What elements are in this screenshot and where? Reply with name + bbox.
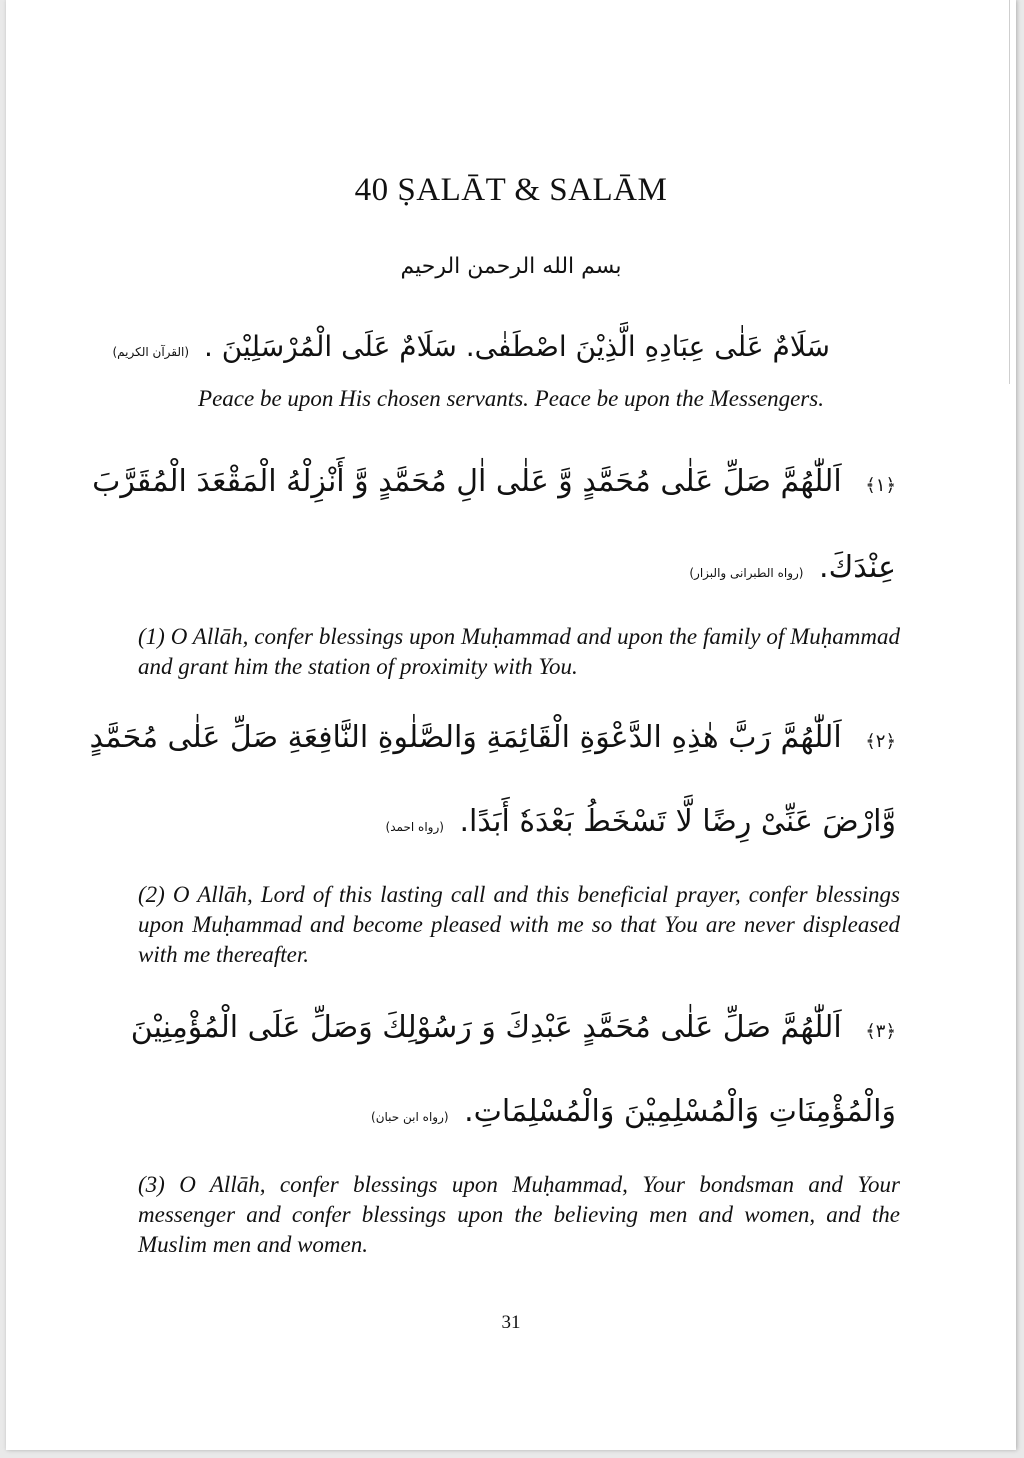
intro-source: (القرآن الكريم) (112, 345, 190, 359)
item-3-arabic-line2-text: وَالْمُؤْمِنَاتِ وَالْمُسْلِمِيْنَ وَالْمُسْلِمَاتِ. (464, 1094, 896, 1129)
item-3-arabic-line1 (131, 1010, 896, 1045)
intro-arabic (112, 330, 830, 363)
item-2-number: ﴿٢﴾ (865, 731, 896, 752)
item-2-english: (2) O Allāh, Lord of this lasting call and this beneficial prayer, confer blessings upon Muḥammad and become pleased with me so that You are never displeased with me thereafter. (138, 882, 900, 967)
item-3-english: (3) O Allāh, confer blessings upon Muḥammad, Your bondsman and Your messenger and confer blessings upon the believing men and women, and the Muslim men and women. (138, 1172, 900, 1257)
item-1-arabic-line2-text: عِنْدَكَ. (819, 550, 896, 585)
intro-english: Peace be upon His chosen servants. Peace be upon the Messengers. (198, 386, 824, 411)
item-3-source: (رواه ابن حبان) (371, 1110, 449, 1124)
page-number: 31 (501, 1312, 521, 1333)
page-title: 40 ṢALĀT & SALĀM (354, 172, 668, 208)
item-1-english: (1) O Allāh, confer blessings upon Muḥammad and upon the family of Muḥammad and grant him the station of proximity with You. (138, 624, 900, 679)
item-2-arabic-line2 (386, 804, 896, 839)
bismillah: بسم الله الرحمن الرحيم (400, 254, 622, 279)
book-page (6, 0, 1016, 1450)
item-1-arabic-text: اَللّٰهُمَّ صَلِّ عَلٰى مُحَمَّدٍ وَّ عَلٰى اٰلِ مُحَمَّدٍ وَّ أَنْزِلْهُ الْمَقْعَدَ الْمُقَرَّبَ (92, 464, 842, 499)
intro-arabic-text: سَلَامٌ عَلٰى عِبَادِهِ الَّذِيْنَ اصْطَفٰى. سَلَامٌ عَلَى الْمُرْسَلِيْنَ . (203, 330, 830, 363)
item-2-source: (رواه احمد) (385, 820, 444, 834)
item-1-arabic-line2 (689, 550, 896, 585)
item-2-arabic-line1 (89, 720, 896, 755)
item-3-arabic-text: اَللّٰهُمَّ صَلِّ عَلٰى مُحَمَّدٍ عَبْدِكَ وَ رَسُوْلِكَ وَصَلِّ عَلَى الْمُؤْمِنِيْنَ (130, 1010, 842, 1045)
item-1-source: (رواه الطبرانى والبزار) (689, 566, 804, 580)
item-3-number: ﴿٣﴾ (865, 1021, 896, 1042)
item-1-arabic-line1 (92, 464, 896, 499)
item-2-arabic-line2-text: وَّارْضَ عَنِّىْ رِضًا لَّا تَسْخَطُ بَعْدَهٗ أَبَدًا. (459, 804, 896, 839)
item-2-arabic-text: اَللّٰهُمَّ رَبَّ هٰذِهِ الدَّعْوَةِ الْقَائِمَةِ وَالصَّلٰوةِ النَّافِعَةِ صَلِّ عَلٰى مُحَمَّدٍ (89, 720, 842, 755)
item-3-arabic-line2 (371, 1094, 896, 1129)
item-1-number: ﴿١﴾ (865, 475, 896, 496)
